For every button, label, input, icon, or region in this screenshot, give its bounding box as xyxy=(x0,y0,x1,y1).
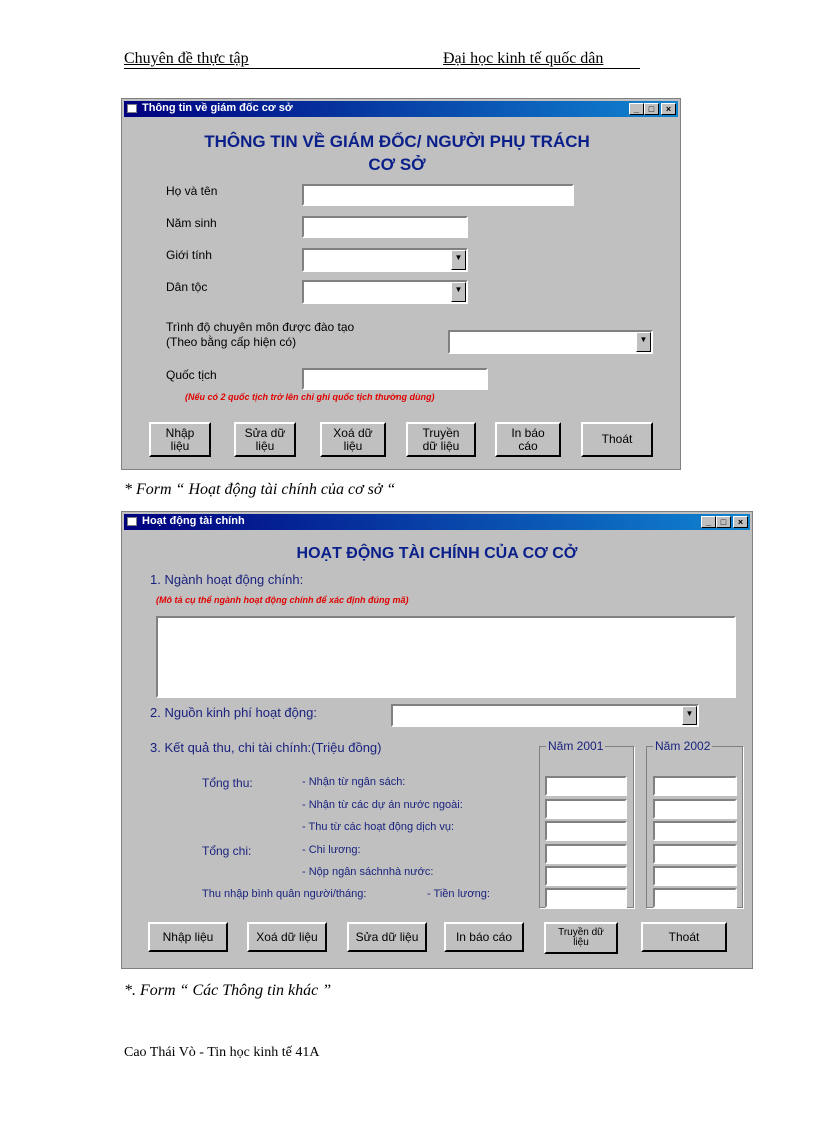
results-label: 3. Kết quả thu, chi tài chính:(Triệu đồng) xyxy=(150,740,382,755)
chevron-down-icon[interactable]: ▼ xyxy=(636,332,651,352)
window-title: Hoạt động tài chính xyxy=(142,515,245,527)
wage-2001-field[interactable] xyxy=(545,888,627,908)
transfer-data-button[interactable]: Truyền dữ liệu xyxy=(406,422,476,457)
foreign-projects-2002-field[interactable] xyxy=(653,799,737,819)
window-titlebar[interactable] xyxy=(124,101,678,117)
nationality-note: (Nếu có 2 quốc tịch trở lên chỉ ghi quốc tịch thường dùng) xyxy=(185,392,435,402)
ethnicity-label: Dân tộc xyxy=(166,280,208,294)
year-2002-label: Năm 2002 xyxy=(655,739,711,753)
salary-expense-2001-field[interactable] xyxy=(545,844,627,864)
form-heading-line2: CƠ SỞ xyxy=(368,155,426,174)
form-finance-window xyxy=(121,511,753,969)
caption-form-other: *. Form “ Các Thông tin khác ” xyxy=(124,982,332,999)
print-report-button[interactable]: In báo cáo xyxy=(495,422,561,457)
wage-label: - Tiền lương: xyxy=(427,888,490,900)
birth-year-label: Năm sinh xyxy=(166,216,217,230)
page-footer: Cao Thái Vò - Tin học kinh tế 41A xyxy=(124,1045,320,1060)
year-2001-label: Năm 2001 xyxy=(548,739,604,753)
services-2002-field[interactable] xyxy=(653,821,737,841)
qualification-select[interactable] xyxy=(448,330,653,354)
name-field[interactable] xyxy=(302,184,574,206)
gender-label: Giới tính xyxy=(166,248,212,262)
state-budget-2002-field[interactable] xyxy=(653,866,737,886)
form-director-info-window xyxy=(121,98,681,470)
form-heading-line1: THÔNG TIN VỀ GIÁM ĐỐC/ NGƯỜI PHỤ TRÁCH xyxy=(204,132,590,151)
minimize-icon[interactable]: _ xyxy=(701,516,716,528)
delete-data-button[interactable]: Xoá dữ liệu xyxy=(320,422,386,457)
app-icon xyxy=(127,517,137,526)
enter-data-button[interactable]: Nhập liệu xyxy=(149,422,211,457)
ethnicity-select[interactable] xyxy=(302,280,468,304)
app-icon xyxy=(127,104,137,113)
services-label: - Thu từ các hoạt động dịch vụ: xyxy=(302,821,455,833)
print-report-button[interactable]: In báo cáo xyxy=(444,922,524,952)
enter-data-button[interactable]: Nhập liệu xyxy=(148,922,228,952)
funding-source-label: 2. Nguồn kinh phí hoạt động: xyxy=(150,705,317,720)
qualification-label-2: (Theo bằng cấp hiện có) xyxy=(166,335,297,349)
close-icon[interactable]: × xyxy=(661,103,676,115)
close-icon[interactable]: × xyxy=(733,516,748,528)
exit-button[interactable]: Thoát xyxy=(581,422,653,457)
total-income-label: Tổng thu: xyxy=(202,776,253,790)
maximize-icon[interactable]: □ xyxy=(716,516,731,528)
edit-data-button[interactable]: Sửa dữ liệu xyxy=(234,422,296,457)
window-titlebar[interactable] xyxy=(124,514,750,530)
total-expense-label: Tổng chi: xyxy=(202,844,252,858)
gender-select[interactable] xyxy=(302,248,468,272)
chevron-down-icon[interactable]: ▼ xyxy=(682,706,697,725)
minimize-icon[interactable]: _ xyxy=(629,103,644,115)
main-activity-note: (Mô tả cụ thể ngành hoạt động chính để xác định đúng mã) xyxy=(156,595,409,605)
foreign-projects-label: - Nhận từ các dự án nước ngoài: xyxy=(302,799,463,811)
edit-data-button[interactable]: Sửa dữ liệu xyxy=(347,922,427,952)
wage-2002-field[interactable] xyxy=(653,888,737,908)
services-2001-field[interactable] xyxy=(545,821,627,841)
transfer-data-button[interactable]: Truyền dữ liệu xyxy=(544,922,618,954)
window-title: Thông tin về giám đốc cơ sở xyxy=(142,102,293,114)
chevron-down-icon[interactable]: ▼ xyxy=(451,282,466,302)
state-budget-2001-field[interactable] xyxy=(545,866,627,886)
delete-data-button[interactable]: Xoá dữ liệu xyxy=(247,922,327,952)
main-activity-label: 1. Ngành hoạt động chính: xyxy=(150,572,304,587)
birth-year-field[interactable] xyxy=(302,216,468,238)
state-budget-label: - Nộp ngân sáchnhà nước: xyxy=(302,866,434,878)
nationality-label: Quốc tịch xyxy=(166,368,217,382)
name-label: Họ và tên xyxy=(166,184,218,198)
maximize-icon[interactable]: □ xyxy=(644,103,659,115)
form-heading: HOẠT ĐỘNG TÀI CHÍNH CỦA CƠ CỞ xyxy=(296,545,578,562)
budget-label: - Nhận từ ngân sách: xyxy=(302,776,406,788)
caption-form-finance: * Form “ Hoạt động tài chính của cơ sở “ xyxy=(124,481,396,498)
nationality-field[interactable] xyxy=(302,368,488,390)
salary-expense-2002-field[interactable] xyxy=(653,844,737,864)
salary-expense-label: - Chi lương: xyxy=(302,844,361,856)
header-right: Đại học kinh tế quốc dân xyxy=(443,50,604,67)
main-activity-field[interactable] xyxy=(156,616,736,698)
header-rule xyxy=(124,68,640,69)
avg-income-label: Thu nhập bình quân người/tháng: xyxy=(202,888,367,900)
funding-source-select[interactable] xyxy=(391,704,699,727)
header-left: Chuyên đề thực tập xyxy=(124,50,249,67)
exit-button[interactable]: Thoát xyxy=(641,922,727,952)
budget-2001-field[interactable] xyxy=(545,776,627,796)
chevron-down-icon[interactable]: ▼ xyxy=(451,250,466,270)
foreign-projects-2001-field[interactable] xyxy=(545,799,627,819)
budget-2002-field[interactable] xyxy=(653,776,737,796)
qualification-label-1: Trình độ chuyên môn được đào tạo xyxy=(166,320,355,334)
